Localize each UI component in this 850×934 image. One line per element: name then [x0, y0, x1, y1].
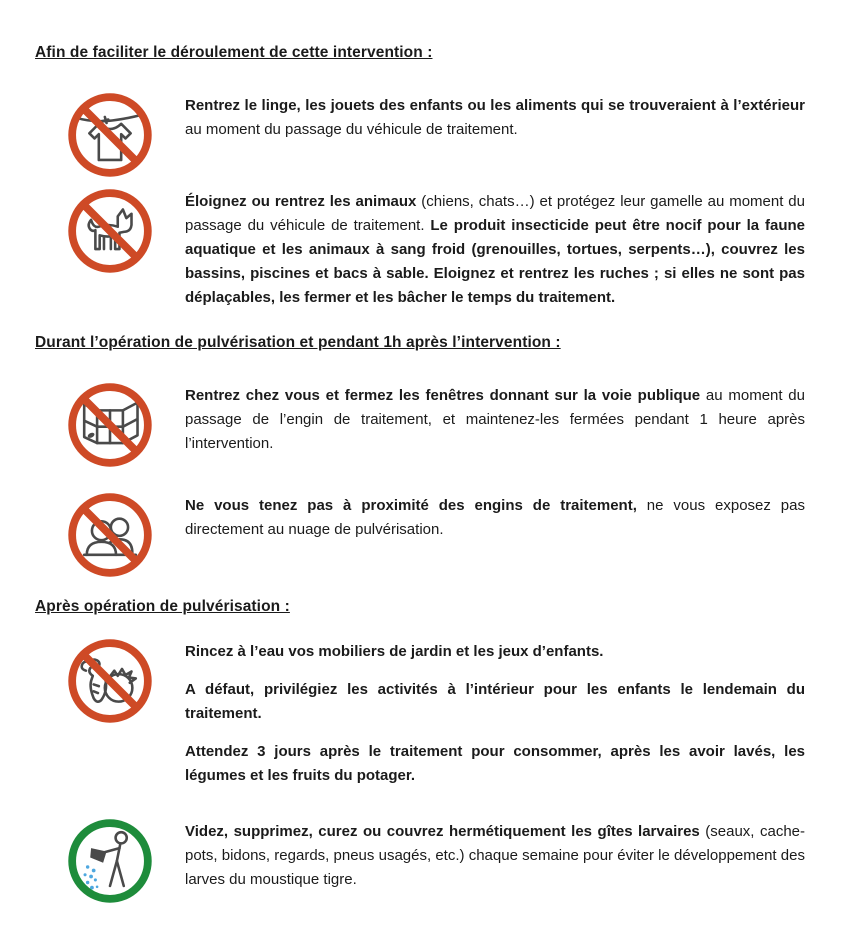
instruction-text-bold: Videz, supprimez, curez ou couvrez hermétiquement les gîtes larvaires: [185, 823, 700, 840]
instruction-text-bold: A défaut, privilégiez les activités à l’intérieur pour les enfants le lendemain du traitement.: [185, 681, 805, 722]
section-heading-during-spraying: Durant l’opération de pulvérisation et pendant 1h après l’intervention :: [35, 334, 561, 351]
instruction-text: ne vous exposez pas directement au nuage de pulvérisation.: [185, 497, 805, 538]
instruction-text: au moment du passage de l’engin de traitement, et maintenez-les fermées pendant 1 heure après l’intervention.: [185, 387, 805, 452]
empty-water-containers-icon: [67, 818, 153, 904]
instruction-row-windows: [35, 382, 805, 468]
instruction-text-bold: Ne vous tenez pas à proximité des engins de traitement,: [185, 497, 637, 514]
instruction-row-animals: [35, 188, 805, 310]
instruction-text-bold: Le produit insecticide peut être nocif pour la faune aquatique et les animaux à sang froid (grenouilles, tortues, serpents…), couvrez les bassins, piscines et bacs à sable. Eloignez et rentrez les ruches ; si elles ne sont pas déplaçables, les fermer et les bâcher le temps du traitement.: [185, 217, 805, 306]
instruction-row-larval-sites: [35, 818, 805, 904]
instruction-text-bold: Attendez 3 jours après le traitement pour consommer, après les avoir lavés, les légumes et les fruits du potager.: [185, 743, 805, 784]
no-animals-icon: [67, 188, 153, 274]
instruction-row-laundry: [35, 92, 805, 178]
instruction-text-bold: Rentrez le linge, les jouets des enfants ou les aliments qui se trouveraient à l’extérieur: [185, 97, 805, 114]
instruction-text: (chiens, chats…) et protégez leur gamelle au moment du passage du véhicule de traitement.: [185, 193, 805, 234]
instruction-text-bold: Éloignez ou rentrez les animaux: [185, 193, 417, 210]
instruction-text: (seaux, cache-pots, bidons, regards, pneus usagés, etc.) chaque semaine pour éviter le développement des larves du moustique tigre.: [185, 823, 806, 888]
no-crowd-icon: [67, 492, 153, 578]
instruction-text-bold: Rincez à l’eau vos mobiliers de jardin et les jeux d’enfants.: [185, 643, 604, 660]
no-open-window-icon: [67, 382, 153, 468]
no-laundry-icon: [67, 92, 153, 178]
instruction-row-proximity: [35, 492, 805, 578]
section-heading-after-spraying: Après opération de pulvérisation :: [35, 598, 290, 615]
instruction-text-bold: Rentrez chez vous et fermez les fenêtres donnant sur la voie publique: [185, 387, 701, 404]
no-vegetables-icon: [67, 638, 153, 724]
section-heading-before-intervention: Afin de faciliter le déroulement de cette intervention :: [35, 44, 433, 61]
instruction-row-garden: [35, 638, 805, 788]
instruction-text: au moment du passage du véhicule de traitement.: [185, 121, 518, 138]
